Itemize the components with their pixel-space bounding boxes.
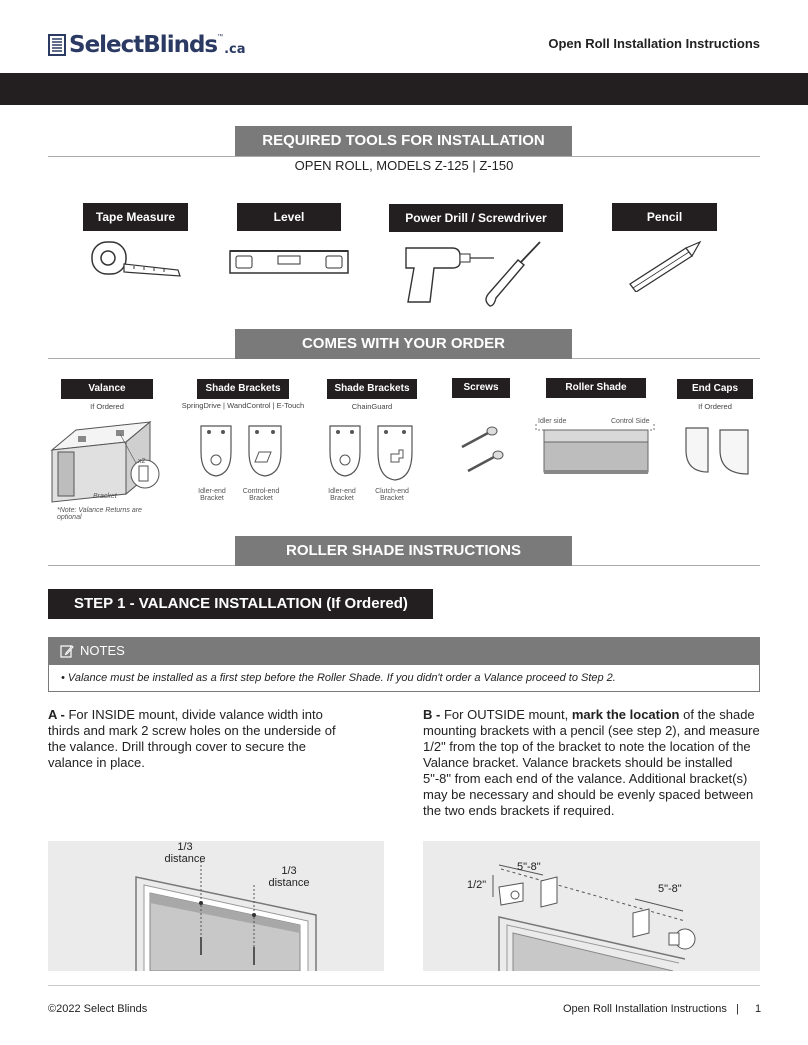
level-icon	[228, 248, 350, 276]
drill-screwdriver-icon	[400, 240, 550, 310]
footer-copyright: ©2022 Select Blinds	[48, 1003, 148, 1015]
footer-page-number: 1	[755, 1003, 762, 1015]
figure-a-label-1-frac: 1/3	[177, 841, 193, 853]
brand-logo	[48, 30, 246, 60]
footer-divider	[48, 985, 760, 986]
figure-b-dist-1: 5"-8"	[517, 861, 541, 873]
figure-a-label-2-text: distance	[268, 877, 310, 889]
valance-illustration	[50, 414, 180, 504]
tools-subtitle: OPEN ROLL, MODELS Z-125 | Z-150	[294, 158, 514, 173]
item-sub-valance: If Ordered	[90, 402, 124, 411]
item-sub-end-caps: If Ordered	[698, 402, 732, 411]
end-caps-illustration	[680, 424, 754, 480]
edit-note-icon	[60, 644, 74, 658]
control-side-label: Control Side	[611, 418, 650, 425]
notes-header	[48, 637, 760, 664]
tool-label-drill: Power Drill / Screwdriver	[389, 204, 563, 232]
item-label-valance: Valance	[61, 379, 153, 399]
clutch-end-bracket-label: Clutch-end Bracket	[375, 488, 409, 502]
tape-measure-icon	[88, 238, 184, 280]
figure-b-dist-2: 5"-8"	[658, 883, 682, 895]
item-sub-shade-brackets: SpringDrive | WandControl | E-Touch	[181, 401, 305, 410]
item-label-shade-brackets-chainguard: Shade Brackets	[327, 379, 417, 399]
notes-label: NOTES	[80, 643, 125, 658]
instruction-a	[48, 707, 338, 771]
brand-suffix: .ca	[224, 42, 246, 57]
shade-brackets-illustration	[195, 422, 295, 488]
figure-a-drawing	[48, 841, 384, 971]
item-label-screws: Screws	[452, 378, 510, 398]
figure-a-label-1-text: distance	[164, 853, 206, 865]
instruction-b	[423, 707, 760, 819]
valance-note: *Note: Valance Returns are optional	[57, 507, 142, 521]
instruction-b-prefix: B -	[423, 707, 441, 722]
chainguard-brackets-illustration	[324, 422, 424, 488]
section-divider	[48, 156, 760, 157]
valance-qty: x2	[138, 458, 146, 465]
figure-a-label-1	[160, 841, 210, 865]
tool-label-pencil: Pencil	[612, 203, 717, 231]
footer-title: Open Roll Installation Instructions	[563, 1003, 727, 1015]
brand-name: SelectBlinds	[69, 32, 218, 58]
instruction-b-text-2: of the shade mounting brackets with a pencil (see step 2), and measure 1/2" from the top of the bracket to note the location of the Valance bracket. Valance brackets should be installed 5"-8" from each end of the valance. Additional bracket(s) may be necessary and should be evenly spaced between the two ends brackets if required.	[423, 707, 760, 818]
screws-illustration	[456, 425, 506, 475]
top-bar	[0, 73, 808, 105]
figure-b	[423, 841, 760, 971]
item-label-shade-brackets: Shade Brackets	[197, 379, 289, 399]
figure-a-label-2-frac: 1/3	[281, 865, 297, 877]
tool-label-tape-measure: Tape Measure	[83, 203, 188, 231]
idler-end-bracket-label-2: Idler-end Bracket	[328, 488, 356, 502]
header-title: Open Roll Installation Instructions	[548, 36, 760, 51]
idler-end-bracket-label: Idler-end Bracket	[198, 488, 226, 502]
brand-tm: ™	[217, 34, 224, 40]
figure-b-half-inch: 1/2"	[467, 879, 487, 891]
figure-b-drawing	[423, 841, 760, 971]
tools-section-title: REQUIRED TOOLS FOR INSTALLATION	[235, 126, 572, 156]
figure-a	[48, 841, 384, 971]
valance-bracket-label: Bracket	[93, 493, 117, 500]
instruction-a-prefix: A -	[48, 707, 65, 722]
figure-a-label-2	[264, 865, 314, 889]
idler-side-label: Idler side	[538, 418, 567, 425]
notes-body: • Valance must be installed as a first step before the Roller Shade. If you didn't order a Valance proceed to Step 2.	[48, 664, 760, 692]
blinds-icon	[48, 34, 66, 56]
footer-separator: |	[736, 1003, 739, 1015]
item-label-roller-shade: Roller Shade	[546, 378, 646, 398]
roller-section-title: ROLLER SHADE INSTRUCTIONS	[235, 536, 572, 566]
order-section-title: COMES WITH YOUR ORDER	[235, 329, 572, 359]
item-sub-chainguard: ChainGuard	[351, 402, 393, 411]
item-label-end-caps: End Caps	[677, 379, 753, 399]
tool-label-level: Level	[237, 203, 341, 231]
control-end-bracket-label: Control-end Bracket	[242, 488, 280, 502]
instruction-a-text: For INSIDE mount, divide valance width into thirds and mark 2 screw holes on the underside of the valance. Drill through cover to secure the valance in place.	[48, 707, 336, 770]
step-1-title: STEP 1 - VALANCE INSTALLATION (If Ordered)	[48, 589, 433, 619]
instruction-b-bold: mark the location	[571, 707, 680, 722]
roller-shade-illustration	[530, 416, 662, 480]
instruction-b-text-1: For OUTSIDE mount,	[443, 707, 569, 722]
pencil-icon	[626, 240, 702, 292]
